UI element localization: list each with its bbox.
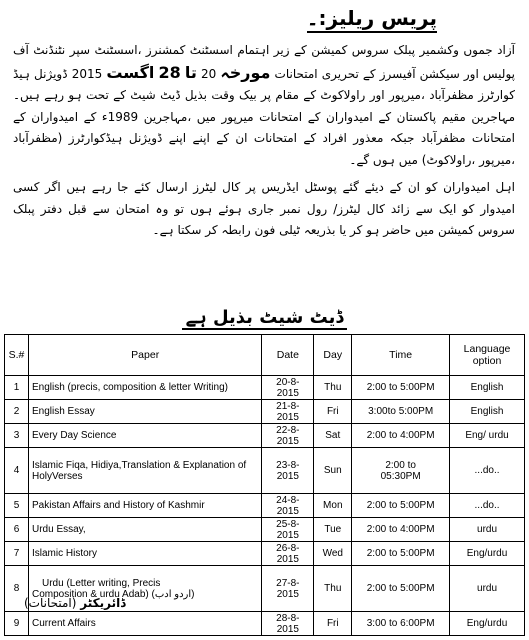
cell-date: 21-8-2015: [262, 400, 314, 424]
cell-date: 22-8-2015: [262, 424, 314, 448]
header-date: Date: [262, 335, 314, 376]
cell-language: urdu: [450, 566, 525, 612]
cell-paper: Urdu Essay,: [28, 518, 261, 542]
cell-time: 2:00 to 4:00PM: [352, 518, 450, 542]
header-paper: Paper: [28, 335, 261, 376]
cell-sno: 4: [5, 448, 29, 494]
cell-date: 24-8-2015: [262, 494, 314, 518]
table-row: [5, 518, 525, 542]
signature-block: [24, 596, 126, 610]
cell-sno: 3: [5, 424, 29, 448]
table-row: [5, 376, 525, 400]
cell-language: English: [450, 376, 525, 400]
table-row: [5, 448, 525, 494]
cell-day: Fri: [314, 612, 352, 636]
press-release-heading: پریس ریلیز:۔: [307, 6, 437, 33]
cell-date: 27-8-2015: [262, 566, 314, 612]
cell-language: Eng/ urdu: [450, 424, 525, 448]
cell-paper: Current Affairs: [28, 612, 261, 636]
cell-sno: 1: [5, 376, 29, 400]
cell-sno: 8: [5, 566, 29, 612]
intro-text: [13, 40, 515, 242]
cell-language: ...do..: [450, 448, 525, 494]
cell-date: 20-8-2015: [262, 376, 314, 400]
cell-day: Fri: [314, 400, 352, 424]
header-time: Time: [352, 335, 450, 376]
cell-sno: 7: [5, 542, 29, 566]
cell-time: 2:00 to 4:00PM: [352, 424, 450, 448]
cell-day: Thu: [314, 566, 352, 612]
cell-paper: Islamic Fiqa, Hidiya,Translation & Explanation of HolyVerses: [28, 448, 261, 494]
cell-date: 23-8-2015: [262, 448, 314, 494]
cell-paper: Every Day Science: [28, 424, 261, 448]
header-sno: S.#: [5, 335, 29, 376]
cell-date: 25-8-2015: [262, 518, 314, 542]
header-language: Language option: [450, 335, 525, 376]
cell-language: urdu: [450, 518, 525, 542]
cell-day: Tue: [314, 518, 352, 542]
header-day: Day: [314, 335, 352, 376]
cell-sno: 9: [5, 612, 29, 636]
intro-line-4: جبکہ معذور افراد کے امتحانات ان کے اپنے اپنے ڈویژنل ہیڈکوارٹرز (مظفرآباد ،میرپور ،راولاکوٹ) میں ہوں گے۔: [13, 131, 515, 167]
cell-time: 2:00 to 05:30PM: [352, 448, 450, 494]
cell-time: 3:00 to 6:00PM: [352, 612, 450, 636]
table-header-row: [5, 335, 525, 376]
cell-paper: Pakistan Affairs and History of Kashmir: [28, 494, 261, 518]
date-sheet-table: [4, 334, 525, 636]
table-row: [5, 424, 525, 448]
cell-paper: English Essay: [28, 400, 261, 424]
cell-time: 2:00 to 5:00PM: [352, 542, 450, 566]
intro-line-2: امتحانات مورخہ 20 تا 28 اگست 2015 ڈویژنل ہیڈ کوارٹرز مظفرآباد ،میرپور اور راولاکوٹ کے مقام پر بیک وقت بذیل ڈیٹ شیٹ: [13, 62, 515, 102]
cell-language: Eng/urdu: [450, 612, 525, 636]
cell-day: Sun: [314, 448, 352, 494]
table-row: [5, 612, 525, 636]
cell-language: ...do..: [450, 494, 525, 518]
cell-time: 2:00 to 5:00PM: [352, 566, 450, 612]
table-row: [5, 494, 525, 518]
cell-paper: Urdu (Letter writing, Precis Composition & urdu Adab) (اردو ادب): [28, 566, 261, 612]
table-row: [5, 542, 525, 566]
director-department: (امتحانات): [24, 596, 77, 610]
director-title: ڈائریکٹر: [80, 596, 126, 610]
intro-paragraph-1: [13, 40, 515, 171]
cell-language: Eng/urdu: [450, 542, 525, 566]
cell-day: Wed: [314, 542, 352, 566]
cell-sno: 5: [5, 494, 29, 518]
cell-sno: 6: [5, 518, 29, 542]
cell-date: 26-8-2015: [262, 542, 314, 566]
cell-day: Mon: [314, 494, 352, 518]
cell-paper: Islamic History: [28, 542, 261, 566]
cell-time: 2:00 to 5:00PM: [352, 376, 450, 400]
date-sheet-heading: ڈیٹ شیٹ بذیل ہے: [0, 307, 529, 329]
table-row: [5, 400, 525, 424]
cell-time: 3:00to 5:00PM: [352, 400, 450, 424]
intro-line-1: آزاد جموں وکشمیر پبلک سروس کمیشن کے زیر اہتمام اسسٹنٹ کمشنرز ،اسسٹنٹ سپر نٹنڈنٹ آف پولیس اور سیکشن آفیسرز کے تحریری: [13, 43, 515, 81]
cell-date: 28-8-2015: [262, 612, 314, 636]
cell-day: Sat: [314, 424, 352, 448]
cell-time: 2:00 to 5:00PM: [352, 494, 450, 518]
cell-language: English: [450, 400, 525, 424]
intro-line-3: کے تحت ہو رہے ہیں۔ مہاجرین مقیم پاکستان کے امیدواران کے امتحانات میرپور میں ،مہاجرین 1989ء کے امیدواران کے امتحانات مظفرآباد: [13, 88, 516, 145]
cell-day: Thu: [314, 376, 352, 400]
cell-paper: English (precis, composition & letter Writing): [28, 376, 261, 400]
intro-paragraph-2: اہل امیدواران کو ان کے دیئے گئے پوسٹل ایڈریس پر کال لیٹرز ارسال کئے جا رہے ہیں اگر کسی امیدوار کو ایک سے زائد کال لیٹرز/ رول نمبر جاری ہوئے ہوں تو وہ امتحان سے قبل دفتر پبلک سروس کمیشن میں حاضر ہو کر یا بذریعہ ٹیلی فون رابطہ کر سکتا ہے۔: [13, 180, 516, 237]
cell-sno: 2: [5, 400, 29, 424]
